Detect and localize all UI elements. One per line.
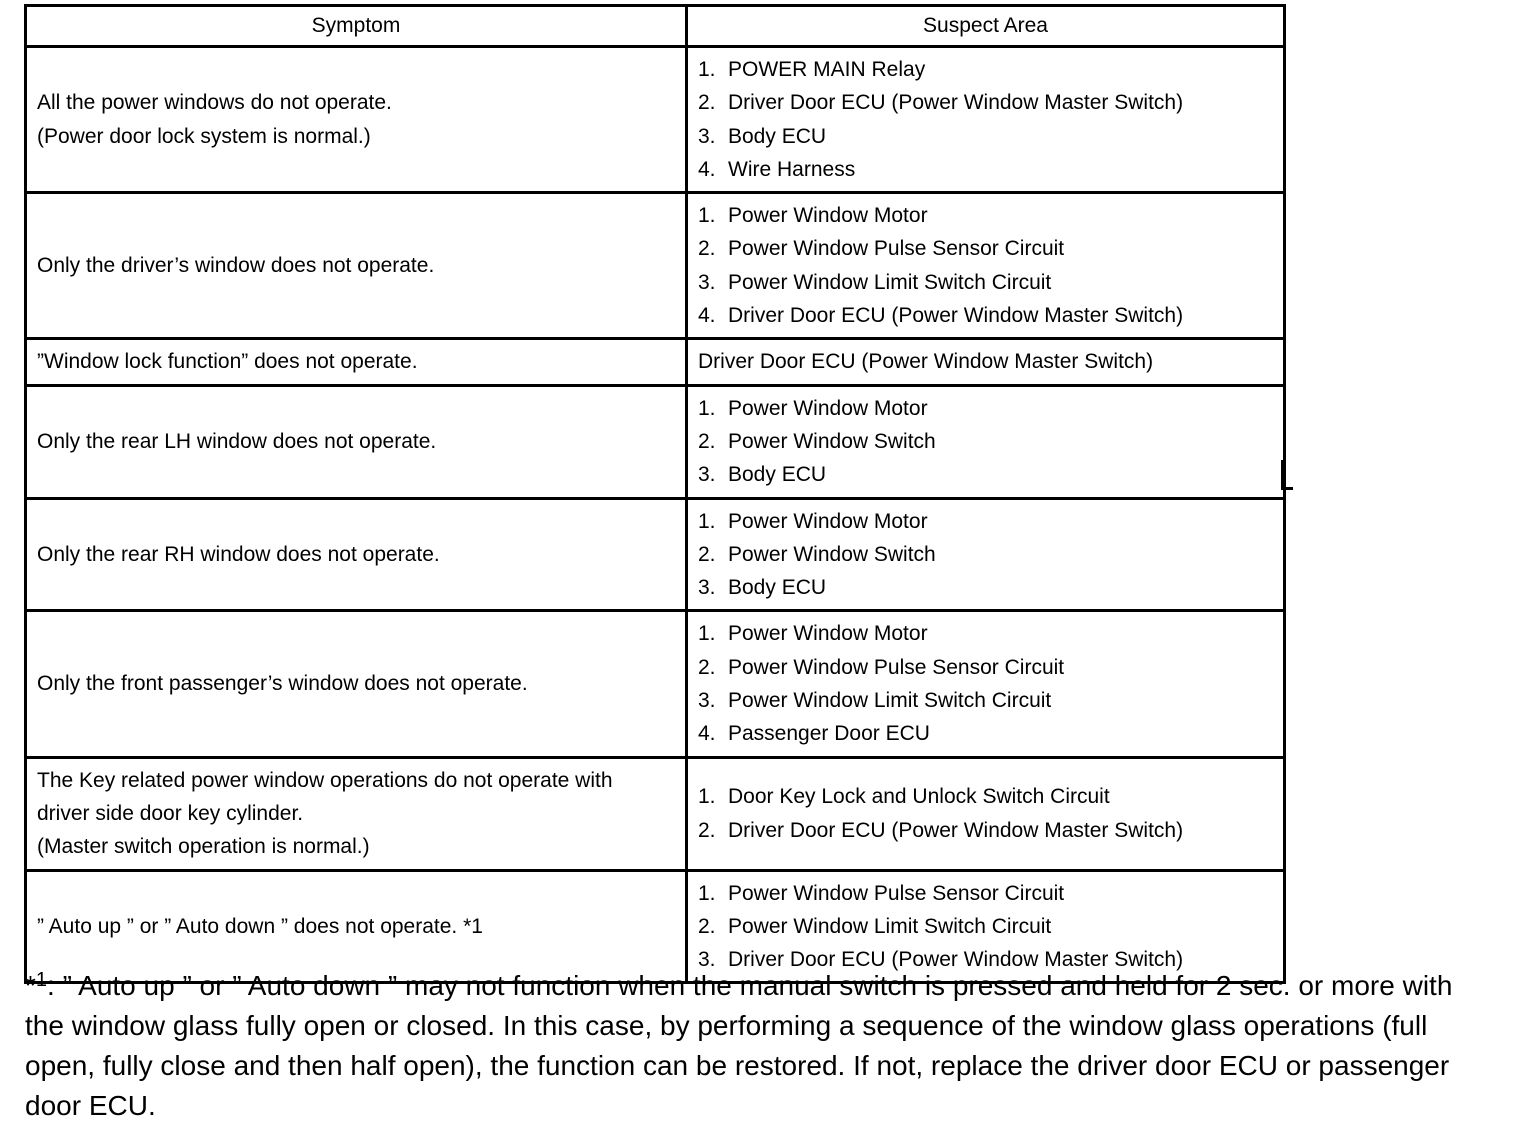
table-row [26,339,1285,385]
suspect-area-list [698,877,1283,977]
stray-tick-mark-vertical [1281,460,1283,490]
suspect-area-item [698,505,1283,538]
footnote-asterisk: * [25,970,36,1001]
symptom-line: Only the rear LH window does not operate. [37,429,437,453]
table-row [26,498,1285,611]
suspect-area-item [698,910,1283,943]
suspect-area-text: Power Window Motor [728,622,928,646]
troubleshooting-table [24,4,1286,984]
suspect-area-cell [687,47,1285,193]
suspect-area-text: Body ECU [728,463,827,487]
suspect-area-text: Power Window Switch [728,542,936,566]
suspect-area-item [698,538,1283,571]
symptom-line: ” Auto up ” or ” Auto down ” does not operate. *1 [37,914,483,938]
footnote-marker: 1 [35,969,48,991]
suspect-area-text: Driver Door ECU (Power Window Master Switch) [728,304,1184,328]
suspect-area-list [698,617,1283,750]
list-number: 2. [698,818,716,842]
list-number: 3. [698,124,716,148]
suspect-area-text: POWER MAIN Relay [728,58,926,81]
suspect-area-header: Suspect Area [687,6,1285,47]
suspect-area-text: Power Window Limit Switch Circuit [728,689,1052,713]
suspect-area-item [698,120,1283,153]
suspect-area-text: Driver Door ECU (Power Window Master Switch) [728,948,1184,972]
suspect-area-cell [687,757,1285,870]
suspect-area-item [698,617,1283,650]
suspect-area-item [698,425,1283,458]
symptom-cell [26,757,687,870]
stray-tick-mark [1283,487,1293,490]
suspect-area-list [698,199,1283,332]
suspect-area-list [698,392,1283,492]
suspect-area-item [698,232,1283,265]
list-number: 4. [698,304,716,328]
list-number: 1. [698,881,716,905]
suspect-area-text: Wire Harness [728,157,856,181]
symptom-cell [26,385,687,498]
suspect-area-text: Power Window Limit Switch Circuit [728,914,1052,938]
symptom-line: ”Window lock function” does not operate. [37,350,418,374]
suspect-area-cell [687,385,1285,498]
table-row [26,611,1285,757]
suspect-area-item [698,684,1283,717]
suspect-area-item [698,571,1283,604]
table-row [26,385,1285,498]
suspect-area-cell [687,498,1285,611]
symptom-line: The Key related power window operations do not operate with [37,768,613,792]
symptom-line: (Master switch operation is normal.) [37,835,370,859]
suspect-area-item [698,199,1283,232]
table-body [26,47,1285,983]
list-number: 2. [698,237,716,261]
symptom-cell [26,193,687,339]
suspect-area-list [698,53,1283,186]
suspect-area-list [698,780,1283,847]
list-number: 3. [698,576,716,600]
suspect-area-item [698,153,1283,186]
suspect-area-item [698,53,1283,86]
list-number: 3. [698,689,716,713]
suspect-area-text: Power Window Motor [728,396,928,420]
list-number: 1. [698,396,716,420]
header-row [26,6,1285,47]
suspect-area-cell [687,193,1285,339]
suspect-area-text: Power Window Switch [728,429,936,453]
list-number: 3. [698,948,716,972]
footnote-text: : ” Auto up ” or ” Auto down ” may not function when the manual switch is pressed and held for 2 sec. or more with the window glass fully open or closed. In this case, by performing a sequence of the window glass operations (full open, fully close and then half open), the function can be restored. If not, replace the driver door ECU or passenger door ECU. [25,970,1453,1121]
suspect-area-item [698,266,1283,299]
list-number: 1. [698,204,716,228]
suspect-area-text: Driver Door ECU (Power Window Master Switch) [728,91,1184,115]
symptom-line: driver side door key cylinder. [37,801,304,825]
list-number: 4. [698,722,716,746]
suspect-area-text: Body ECU [728,576,827,600]
symptom-line: Only the front passenger’s window does not operate. [37,672,528,696]
suspect-area-item [698,877,1283,910]
symptom-cell [26,611,687,757]
suspect-area-item [698,651,1283,684]
list-number: 2. [698,91,716,115]
symptom-cell [26,498,687,611]
table-row [26,757,1285,870]
symptom-line: (Power door lock system is normal.) [37,124,371,148]
list-number: 2. [698,429,716,453]
suspect-area-item [698,86,1283,119]
suspect-area-item [698,392,1283,425]
suspect-area-item [698,780,1283,813]
table-row [26,193,1285,339]
suspect-area-item [698,299,1283,332]
list-number: 2. [698,542,716,566]
suspect-area-list [698,505,1283,605]
footnote [25,966,1495,1126]
suspect-area-text: Driver Door ECU (Power Window Master Switch) [698,350,1154,374]
list-number: 2. [698,655,716,679]
suspect-area-text: Door Key Lock and Unlock Switch Circuit [728,785,1110,809]
list-number: 2. [698,914,716,938]
suspect-area-text: Power Window Pulse Sensor Circuit [728,237,1065,261]
symptom-header: Symptom [26,6,687,47]
suspect-area-text: Power Window Motor [728,509,928,533]
suspect-area-text: Power Window Limit Switch Circuit [728,270,1052,294]
suspect-area-text: Passenger Door ECU [728,722,930,746]
suspect-area-text: Body ECU [728,124,827,148]
symptom-cell [26,47,687,193]
list-number: 1. [698,509,716,533]
list-number: 1. [698,622,716,646]
suspect-area-item [698,458,1283,491]
table-row [26,47,1285,193]
list-number: 3. [698,270,716,294]
symptom-line: Only the rear RH window does not operate. [37,542,440,566]
list-number: 4. [698,157,716,181]
suspect-area-cell [687,611,1285,757]
symptom-line: Only the driver’s window does not operate. [37,254,435,278]
symptom-line: All the power windows do not operate. [37,91,392,115]
list-number: 1. [698,785,716,809]
list-number: 3. [698,463,716,487]
suspect-area-text: Power Window Pulse Sensor Circuit [728,655,1065,679]
symptom-cell [26,339,687,385]
list-number: 1. [698,58,716,81]
suspect-area-item [698,814,1283,847]
suspect-area-item [698,717,1283,750]
suspect-area-text: Power Window Motor [728,204,928,228]
suspect-area-text: Power Window Pulse Sensor Circuit [728,881,1065,905]
suspect-area-text: Driver Door ECU (Power Window Master Switch) [728,818,1184,842]
suspect-area-cell [687,339,1285,385]
